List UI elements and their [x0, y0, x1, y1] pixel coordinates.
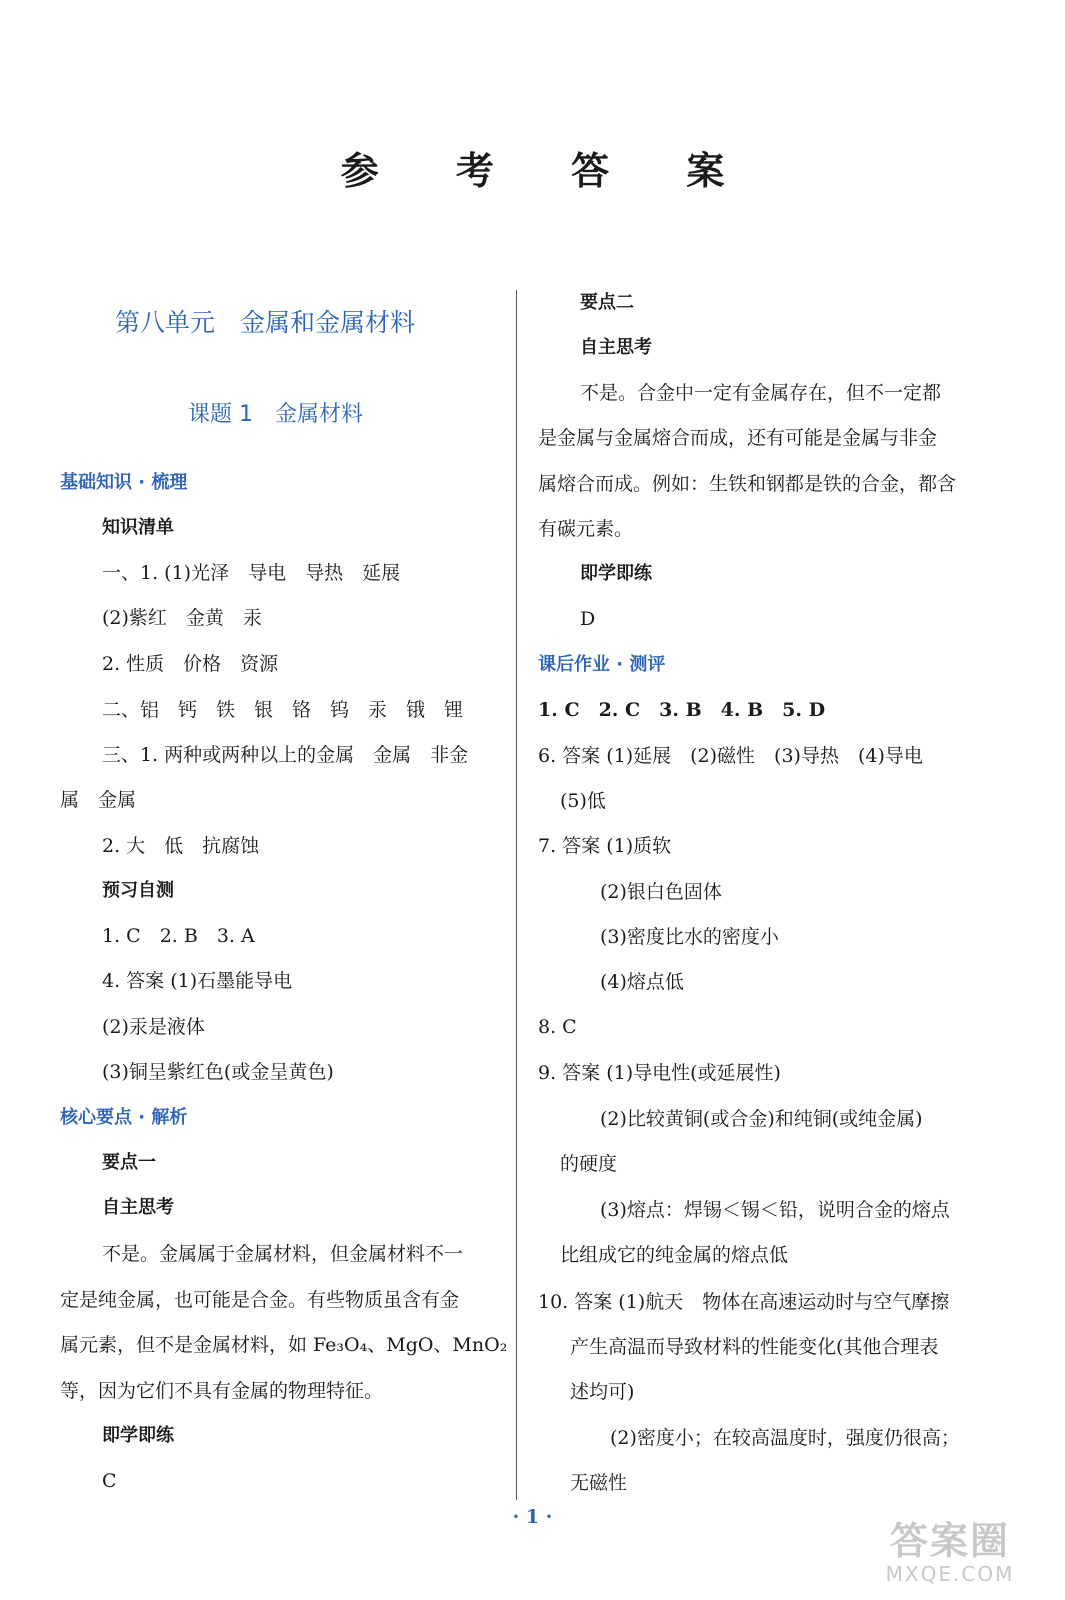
paragraph-line: 不是。金属属于金属材料，但金属材料不一: [102, 1243, 464, 1265]
subheading-point-one: 要点一: [102, 1152, 156, 1173]
answer-line: 属 金属: [60, 789, 137, 811]
subheading-self-thinking: 自主思考: [580, 337, 652, 358]
answer-line: (2)紫红 金黄 汞: [102, 607, 262, 629]
answer-line: (2)银白色固体: [600, 881, 722, 903]
answer-line: 无磁性: [570, 1472, 628, 1494]
answer-line: 一、1. (1)光泽 导电 导热 延展: [102, 562, 401, 584]
answer-line: 8. C: [538, 1016, 577, 1038]
paragraph-line: 是金属与金属熔合而成，还有可能是金属与非金: [538, 427, 938, 449]
answer-line: 1. C 2. C 3. B 4. B 5. D: [538, 699, 826, 721]
subheading-self-thinking: 自主思考: [102, 1197, 174, 1218]
section-heading-basics: 基础知识 · 梳理: [60, 472, 188, 493]
page-number: · 1 ·: [512, 1506, 553, 1528]
answer-line: 二、铝 钙 铁 银 铬 钨 汞 锇 锂: [102, 699, 464, 721]
answer-line: (5)低: [560, 790, 606, 812]
answer-line: 产生高温而导致材料的性能变化(其他合理表: [570, 1336, 939, 1358]
subheading-preview-test: 预习自测: [102, 880, 174, 901]
subheading-practice: 即学即练: [580, 563, 652, 584]
subheading-point-two: 要点二: [580, 292, 634, 313]
answer-line: (2)汞是液体: [102, 1016, 205, 1038]
answer-line: (2)比较黄铜(或合金)和纯铜(或纯金属): [600, 1108, 923, 1130]
answer-line: 2. 性质 价格 资源: [102, 653, 279, 675]
answer-line: 1. C 2. B 3. A: [102, 925, 255, 947]
watermark-text-bottom: MXQE.COM: [885, 1562, 1015, 1586]
paragraph-line: 不是。合金中一定有金属存在，但不一定都: [580, 382, 942, 404]
lesson-title: 课题 1 金属材料: [188, 402, 363, 427]
answer-line: 10. 答案 (1)航天 物体在高速运动时与空气摩擦: [538, 1291, 950, 1313]
subheading-practice: 即学即练: [102, 1425, 174, 1446]
answer-line: 述均可): [570, 1381, 635, 1403]
section-heading-core: 核心要点 · 解析: [60, 1107, 188, 1128]
answer-line: 2. 大 低 抗腐蚀: [102, 835, 260, 857]
page-title: 参 考 答 案: [340, 148, 757, 193]
answer-line: (2)密度小；在较高温度时，强度仍很高；: [610, 1427, 960, 1449]
subheading-knowledge-list: 知识清单: [102, 517, 174, 538]
answer-line: 4. 答案 (1)石墨能导电: [102, 970, 293, 992]
paragraph-line: 属元素，但不是金属材料，如 Fe₃O₄、MgO、MnO₂: [60, 1334, 508, 1356]
paragraph-line: 定是纯金属，也可能是合金。有些物质虽含有金: [60, 1289, 460, 1311]
answer-line: 6. 答案 (1)延展 (2)磁性 (3)导热 (4)导电: [538, 745, 923, 767]
answer-line: 7. 答案 (1)质软: [538, 835, 672, 857]
answer-line: 的硬度: [560, 1153, 618, 1175]
answer-line: C: [102, 1470, 117, 1492]
unit-title: 第八单元 金属和金属材料: [115, 308, 416, 337]
answer-line: (4)熔点低: [600, 971, 684, 993]
section-heading-homework: 课后作业 · 测评: [538, 654, 666, 675]
paragraph-line: 等，因为它们不具有金属的物理特征。: [60, 1380, 384, 1402]
answer-line: (3)密度比水的密度小: [600, 926, 779, 948]
answer-line: (3)铜呈紫红色(或金呈黄色): [102, 1061, 334, 1083]
answer-line: (3)熔点：焊锡＜锡＜铅，说明合金的熔点: [600, 1199, 950, 1221]
answer-line: D: [580, 608, 596, 630]
paragraph-line: 有碳元素。: [538, 518, 634, 540]
watermark-text-top: 答案圈: [889, 1519, 1010, 1563]
column-divider: [516, 290, 517, 1500]
watermark-logo: [855, 1520, 1045, 1590]
paragraph-line: 属熔合而成。例如：生铁和钢都是铁的合金，都含: [538, 473, 957, 495]
answer-line: 比组成它的纯金属的熔点低: [560, 1244, 789, 1266]
answer-line: 9. 答案 (1)导电性(或延展性): [538, 1062, 781, 1084]
answer-line: 三、1. 两种或两种以上的金属 金属 非金: [102, 744, 469, 766]
